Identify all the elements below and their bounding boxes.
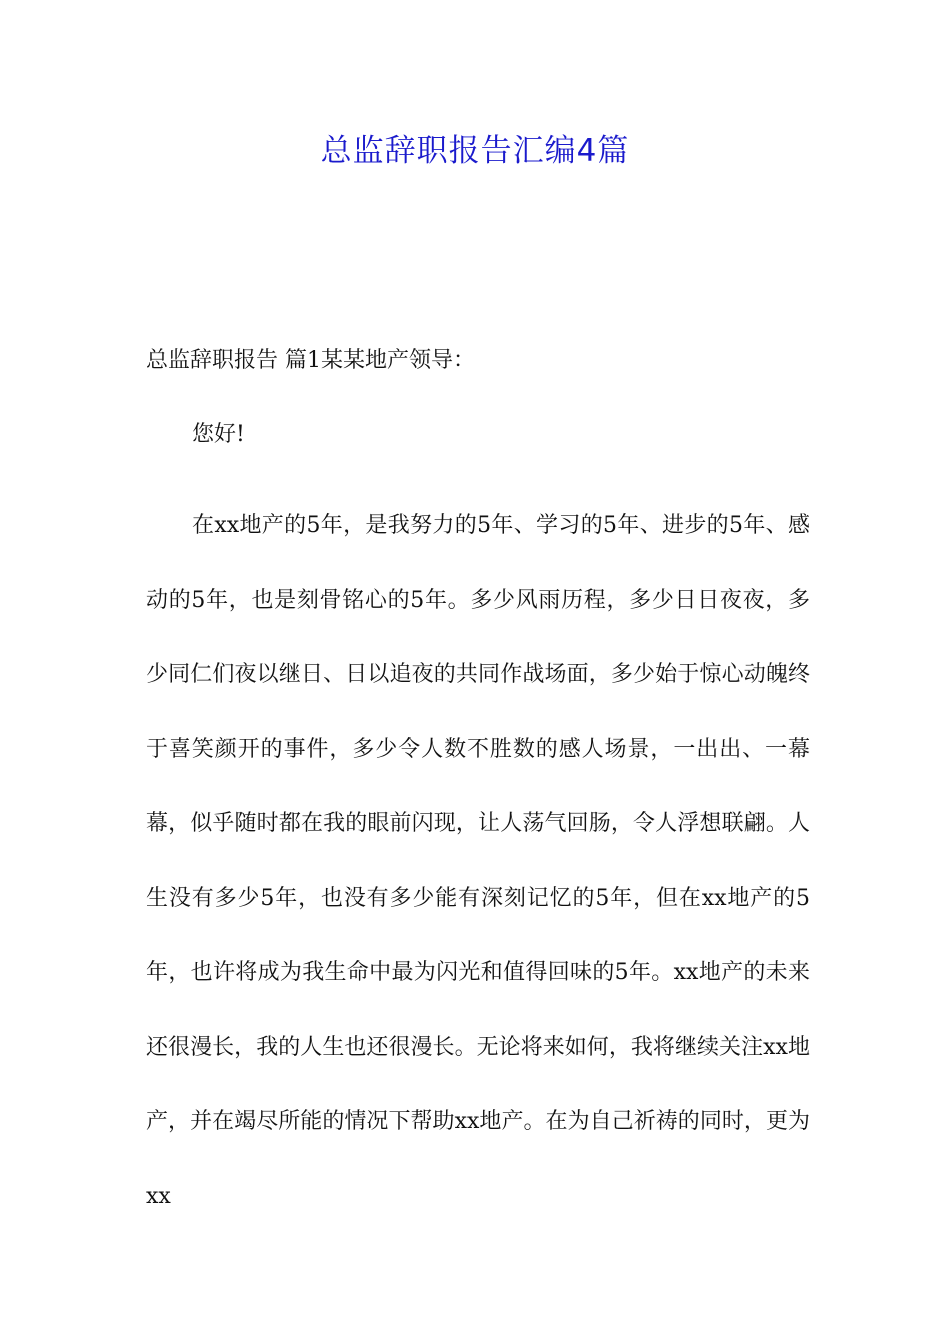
document-title: 总监辞职报告汇编4篇 <box>320 133 630 169</box>
greeting-line: 您好! <box>192 422 245 447</box>
section-heading: 总监辞职报告 篇1某某地产领导： <box>146 348 475 373</box>
body-paragraph: 在xx地产的5年，是我努力的5年、学习的5年、进步的5年、感动的5年，也是刻骨铭心的5年。多少风雨历程，多少日日夜夜，多少同仁们夜以继日、日以追夜的共同作战场面，多少始于惊心动魄终于喜笑颜开的事件，多少令人数不胜数的感人场景，一出出、一幕幕，似乎随时都在我的眼前闪现，让人荡气回肠，令人浮想联翩。人生没有多少5年，也没有多少能有深刻记忆的5年，但在xx地产的5年，也许将成为我生命中最为闪光和值得回味的5年。xx地产的未来还很漫长，我的人生也还很漫长。无论将来如何，我将继续关注xx地产，并在竭尽所能的情况下帮助xx地产。在为自己祈祷的同时，更为xx <box>146 513 810 1209</box>
